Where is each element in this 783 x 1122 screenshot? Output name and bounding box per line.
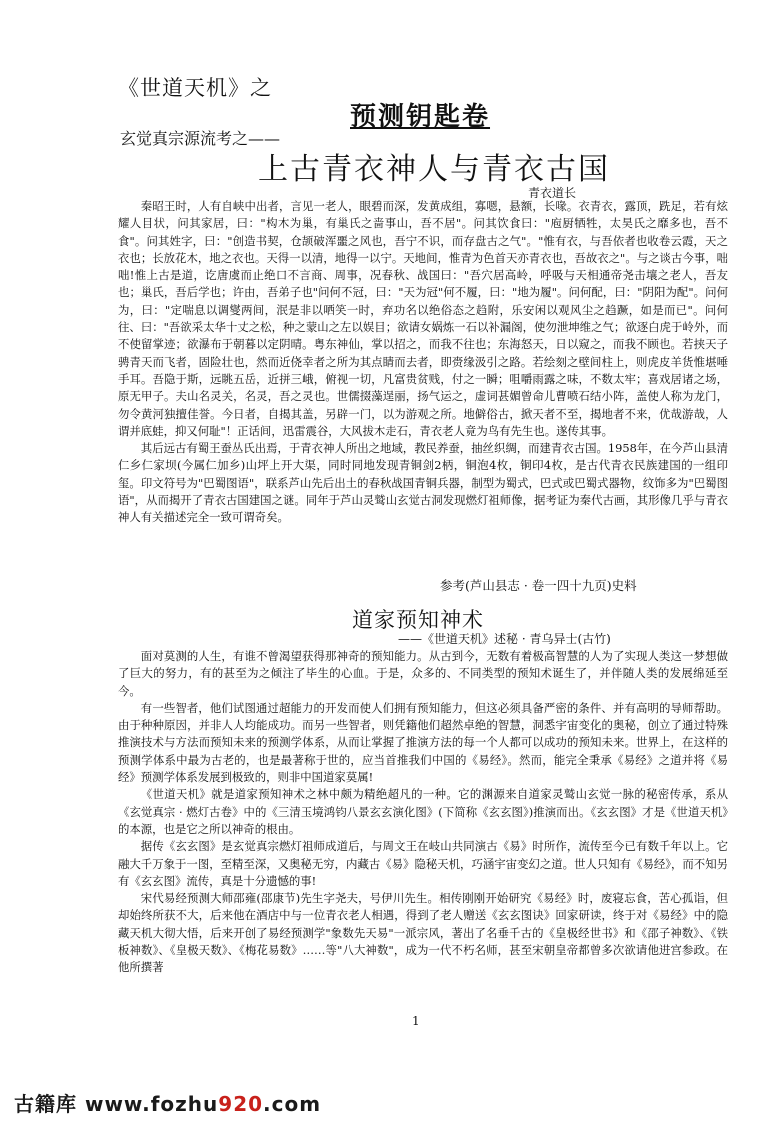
paragraph: 面对莫测的人生，有谁不曾渴望获得那神奇的预知能力。从古到今，无数有着极高智慧的人为了实现人类这一梦想做了巨大的努力，有的甚至为之倾注了毕生的心血。于是，众多的、不同类型的预知术诞生了，并伴随人类的发展绵延至今。 bbox=[118, 649, 728, 698]
site-watermark[interactable] bbox=[14, 1088, 321, 1117]
page-number: 1 bbox=[412, 1014, 420, 1028]
paragraph: 《世道天机》就是道家预知神术之林中颇为精绝超凡的一种。它的渊源来自道家灵鹫山玄觉一脉的秘密传承，系从《玄觉真宗 · 燃灯古卷》中的《三清玉境鸿钧八景玄玄演化图》(下简称《玄玄图》)推演而出。《玄玄图》才是《世道天机》的本源，也是它之所以神奇的根由。 bbox=[118, 787, 728, 836]
watermark-domain: .com bbox=[263, 1092, 322, 1116]
series-title: 《世道天机》之 bbox=[118, 76, 272, 100]
paragraph: 宋代易经预测大师邵雍(邵康节)先生字尧夫，号伊川先生。相传刚刚开始研究《易经》时，废寝忘食，苦心孤诣，但却始终所获不大，后来他在酒店中与一位青衣老人相遇，得到了老人赠送《玄玄图诀》回家研读，终于对《易经》中的隐藏天机大彻大悟，后来开创了易经预测学"象数先天易"一派宗风，著出了名垂千古的《皇极经世书》和《邵子神数》、《铁板神数》、《皇极天数》、《梅花易数》……等"八大神数"，成为一代不朽名师，甚至宋朝皇帝都曾多次欲请他进宫参政。在他所撰著 bbox=[118, 891, 728, 975]
section-byline: ——《世道天机》述秘 · 青乌异士(古竹) bbox=[398, 632, 611, 646]
watermark-footer bbox=[0, 1082, 783, 1122]
article1-body bbox=[118, 198, 728, 527]
paragraph: 秦昭王时，人有自峡中出者，言见一老人，眼碧而深，发黄成组，寡嗯，悬额，长喙。衣青衣，露顶，跣足，若有炫耀人目状，问其家居，曰："构木为巢，有巢氏之啬事山，吾不居"。问其饮食曰："庖厨牺牲，太昊氏之靡多也，吾不食"。问其姓字，曰："创造书契，仓颉破浑噩之风也，吾宁不识，而存盘古之气"。"惟有衣，与吾依者也收卷云霞，天之衣也；长放花木，地之衣也。天得一以清，地得一以宁。天地间，惟青为色首天亦青衣也，吾故衣之"。与之谈古今事，咄咄!惟上古是道，讫唐虞而止绝口不言商、周事，况春秋、战国曰："吾穴居高岭，呼吸与天相通帝尧击壤之老人，吾友也；巢氏，吾后学也；许由，吾弟子也"问何不冠，曰："天为冠"何不履，曰："地为履"。问何配，曰："阴阳为配"。问何为，曰："定喘息以调燮两间，泯是非以哂笑一时，弃功名以绝俗态之趋附，乐安闲以观风尘之趋蹶，如是而已"。问何往、曰："吾欲采太华十丈之松，种之蒙山之左以娱目；欲请女娲炼一石以补漏阁，使勿泄坤维之气；欲逐白虎于岭外，而不使留掌迹；欲瀑布于朝暮以定阴晴。粤东神仙，掌以招之，而我不往也；东海怒天，日以窥之，而我不顾也。若挟天子骋青天而飞者，固险壮也，然而近侥幸者之所为其点睛而去者，即赍缘汲引之路。若绘刻之壁间柱上，则虎皮羊货惟堪唾手耳。吾隐于斯，远眺五岳，近拼三峨，俯视一切，凡富贵贫贱，付之一瞬；咀嚼雨露之味，不数太牢；喜戏居诸之场，原无甲子。夫山名灵关，名灵，吾之灵也。世儒掇藻逞丽，扬气运之，虚词甚媚曾命儿曹喷石结小阵，盖使人称为龙门，勿令黄河独擅佳誉。今日者，自揭其盖，另辟一门，以为游观之所。地僻俗古，掀天者不至，揭地者不来，优哉游哉，人谓并底蛙，抑又何耻"！正话间，迅雷震谷，大风拔木走石，青衣老人竟为鸟有先生也。遂传其事。 bbox=[118, 199, 728, 438]
paragraph: 其后远古有蜀王蚕丛氏出焉，于青衣神人所出之地域，教民养蚕，抽丝织绸，而建青衣古国。1958年，在今芦山县清仁乡仁家坝(今属仁加乡)山坪上开大渠，同时同地发现青铜剑2柄，铜泡4枚，铜印4枚，是古代青衣民族建国的一组印玺。印文符号为"巴蜀图语"，联系芦山先后出土的春秋战国青铜兵器，制型为蜀式，巴式或巴蜀式器物，纹饰多为"巴蜀图语"，从而揭开了青衣古国建国之谜。同年于芦山灵鹫山玄觉古洞发现燃灯祖师像，据考证为秦代古画，其形像几乎与青衣神人有关描述完全一致可谓奇矣。 bbox=[118, 441, 728, 525]
volume-title: 预测钥匙卷 bbox=[350, 102, 491, 132]
subseries-title: 玄觉真宗源流考之—— bbox=[120, 129, 281, 148]
article-title: 上古青衣神人与青衣古国 bbox=[258, 152, 610, 187]
watermark-number: 920 bbox=[218, 1092, 264, 1116]
paragraph: 有一些智者，他们试图通过超能力的开发而使人们拥有预知能力，但这必须具备严密的条件、并有高明的导师帮助。由于种种原因，并非人人均能成功。而另一些智者，则凭籍他们超然卓绝的智慧，洞悉宇宙变化的奥秘，创立了通过特殊推演技术与方法而预知未来的预测学体系，从而让掌握了推演方法的每一个人都可以成功的预知未来。世界上，在这样的预测学体系中最为古老的，也是最著称于世的，应当首推我们中国的《易经》。然而，能完全秉承《易经》之道并将《易经》预测学体系发展到极致的，则非中国道家莫属! bbox=[118, 700, 728, 785]
section-title: 道家预知神术 bbox=[352, 608, 484, 632]
reference-note: 参考(芦山县志 · 卷一四十九页)史料 bbox=[440, 578, 637, 593]
watermark-text: 古籍库 www.fozhu bbox=[14, 1092, 219, 1116]
article-byline: 青衣道长 bbox=[528, 186, 577, 200]
article2-body bbox=[118, 648, 728, 977]
paragraph: 据传《玄玄图》是玄觉真宗燃灯祖师成道后，与周文王在岐山共同演古《易》时所作，流传至今已有数千年以上。它融大千万象于一图，至精至深，又奥秘无穷，内藏古《易》隐秘天机，巧涵宇宙变幻之道。世人只知有《易经》，而不知另有《玄玄图》流传，真是十分遗憾的事! bbox=[118, 839, 728, 888]
